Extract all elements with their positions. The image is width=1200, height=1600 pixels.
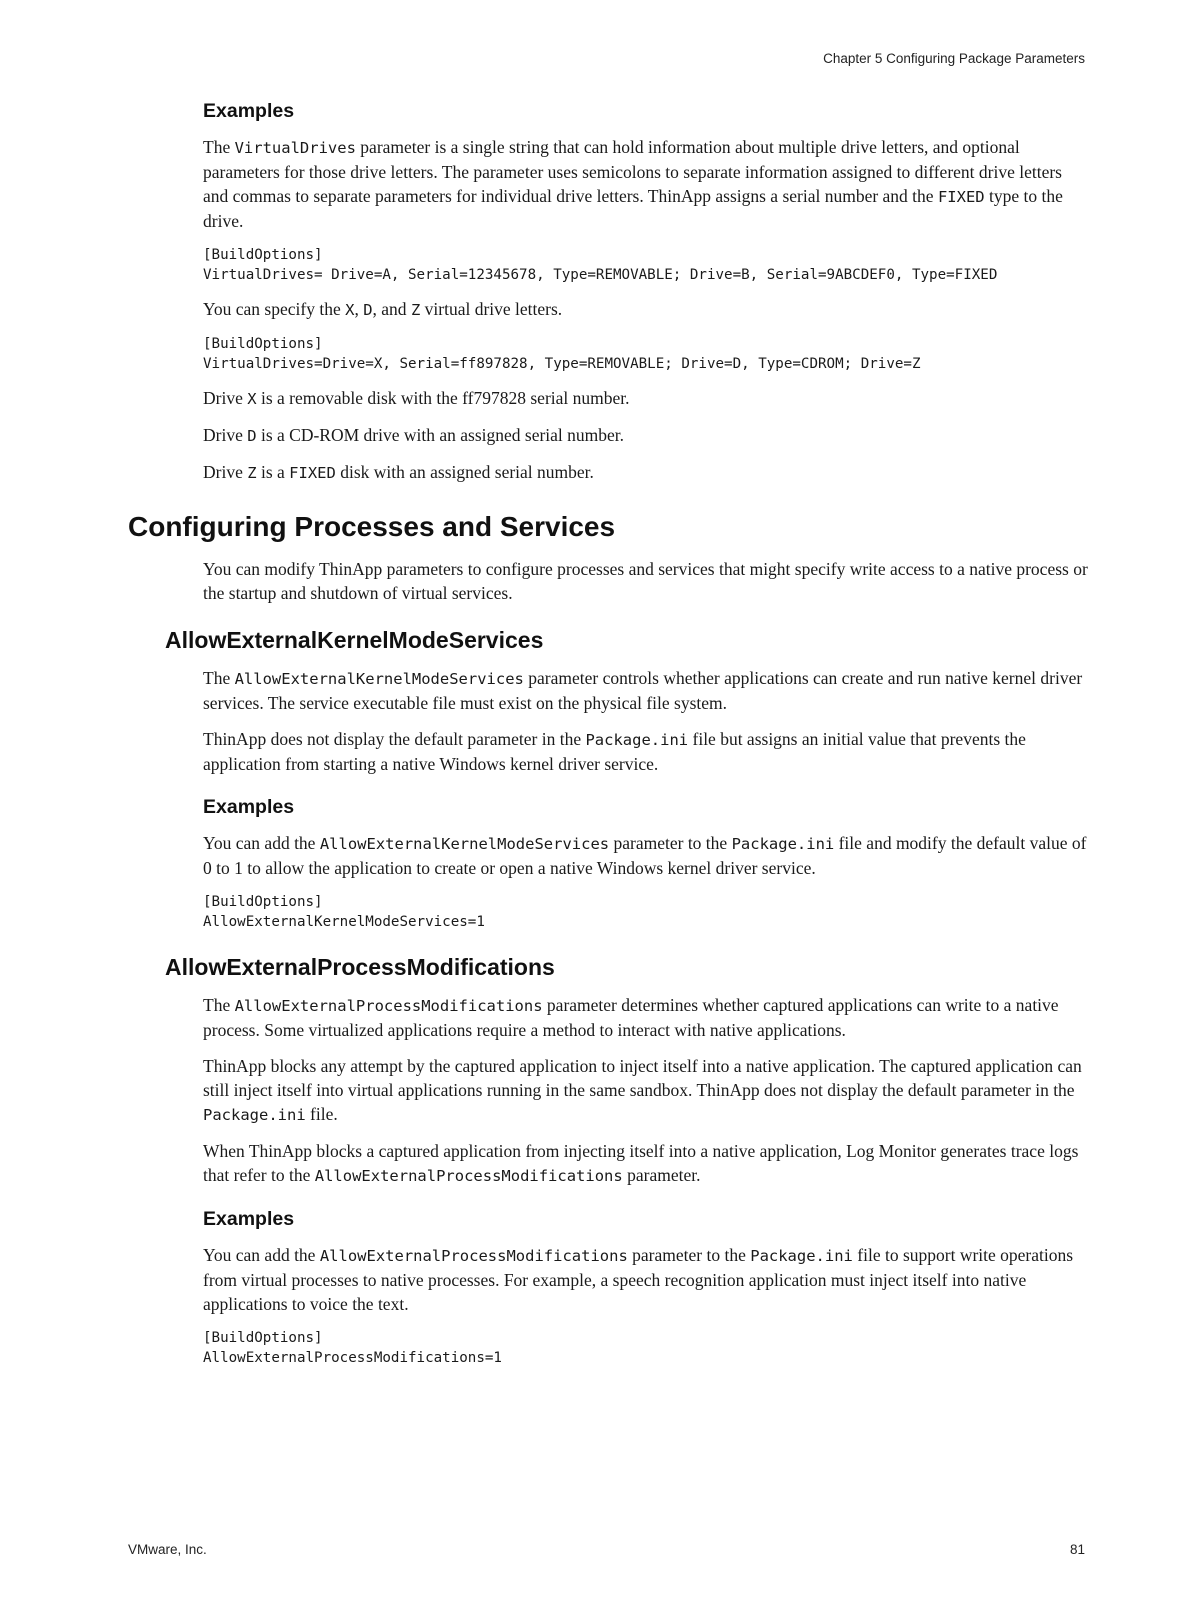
paragraph: The AllowExternalKernelModeServices parameter controls whether applications can create and run native kernel driver services. The service executable file must exist on the physical file system. bbox=[203, 668, 1083, 713]
inline-code: X bbox=[247, 390, 257, 408]
kernel-examples-heading: Examples bbox=[203, 796, 295, 818]
paragraph: Drive Z is a FIXED disk with an assigned serial number. bbox=[203, 462, 594, 482]
paragraph: ThinApp blocks any attempt by the captured application to inject itself into a native application. The captured application can still inject itself into virtual applications running in the same sandbox. ThinApp does not display the default parameter in the Package.ini file. bbox=[203, 1056, 1082, 1124]
page-content bbox=[0, 100, 1200, 1380]
paragraph: The VirtualDrives parameter is a single string that can hold information about multiple drive letters, and optional parameters for those drive letters. The parameter uses semicolons to separate information assigned to different drive letters and commas to separate parameters for individual drive letters. ThinApp assigns a serial number and the FIXED type to the drive. bbox=[203, 137, 1063, 231]
inline-code: FIXED bbox=[289, 464, 336, 482]
inline-code: Z bbox=[247, 464, 257, 482]
paragraph: ThinApp does not display the default parameter in the Package.ini file but assigns an initial value that prevents the application from starting a native Windows kernel driver service. bbox=[203, 729, 1026, 774]
paragraph: You can specify the X, D, and Z virtual drive letters. bbox=[203, 299, 563, 319]
inline-code: AllowExternalKernelModeServices bbox=[319, 835, 610, 853]
code-block: [BuildOptions] VirtualDrives=Drive=X, Serial=ff897828, Type=REMOVABLE; Drive=D, Type=CDROM; Drive=Z bbox=[203, 336, 921, 372]
inline-code: VirtualDrives bbox=[234, 139, 356, 157]
inline-code: AllowExternalProcessModifications bbox=[314, 1167, 623, 1185]
inline-code: D bbox=[247, 427, 257, 445]
inline-code: Package.ini bbox=[203, 1106, 306, 1124]
paragraph: You can add the AllowExternalKernelModeServices parameter to the Package.ini file and modify the default value of 0 to 1 to allow the application to create or open a native Windows kernel driver service. bbox=[203, 833, 1087, 878]
inline-code: AllowExternalProcessModifications bbox=[234, 997, 543, 1015]
inline-code: X bbox=[345, 301, 355, 319]
footer-page-number: 81 bbox=[1069, 1542, 1085, 1557]
inline-code: FIXED bbox=[937, 188, 985, 206]
paragraph: You can add the AllowExternalProcessModifications parameter to the Package.ini file to support write operations from virtual processes to native processes. For example, a speech recognition application must inject itself into native applications to voice the text. bbox=[203, 1245, 1074, 1314]
process-examples-body bbox=[203, 1243, 1088, 1368]
process-modifications-title: AllowExternalProcessModifications bbox=[165, 954, 555, 980]
code-block: [BuildOptions] AllowExternalKernelModeServices=1 bbox=[203, 894, 485, 930]
inline-code: AllowExternalProcessModifications bbox=[319, 1247, 628, 1265]
kernel-examples-body bbox=[203, 831, 1088, 932]
code-block: [BuildOptions] VirtualDrives= Drive=A, Serial=12345678, Type=REMOVABLE; Drive=B, Serial=9ABCDEF0, Type=FIXED bbox=[203, 247, 998, 283]
inline-code: AllowExternalKernelModeServices bbox=[234, 670, 524, 688]
code-block: [BuildOptions] AllowExternalProcessModifications=1 bbox=[203, 1330, 502, 1366]
kernel-mode-services-body bbox=[203, 666, 1088, 776]
kernel-mode-services-title: AllowExternalKernelModeServices bbox=[165, 627, 544, 653]
paragraph: The AllowExternalProcessModifications parameter determines whether captured applications can write to a native process. Some virtualized applications require a method to interact with native applications. bbox=[203, 995, 1059, 1040]
paragraph: Drive D is a CD-ROM drive with an assigned serial number. bbox=[203, 425, 625, 445]
inline-code: Z bbox=[410, 301, 421, 319]
section-intro-body bbox=[203, 557, 1088, 605]
section-title: Configuring Processes and Services bbox=[128, 511, 616, 542]
paragraph: You can modify ThinApp parameters to configure processes and services that might specify write access to a native process or the startup and shutdown of virtual services. bbox=[203, 559, 1088, 603]
process-examples-heading: Examples bbox=[203, 1208, 295, 1230]
inline-code: Package.ini bbox=[585, 731, 689, 749]
running-head: Chapter 5 Configuring Package Parameters bbox=[823, 51, 1085, 66]
paragraph: When ThinApp blocks a captured application from injecting itself into a native application, Log Monitor generates trace logs that refer to the AllowExternalProcessModifications parameter. bbox=[203, 1141, 1079, 1185]
process-modifications-body bbox=[203, 993, 1088, 1188]
paragraph: Drive X is a removable disk with the ff797828 serial number. bbox=[203, 388, 630, 408]
inline-code: Package.ini bbox=[731, 835, 835, 853]
virtualdrives-examples-body bbox=[203, 135, 1088, 485]
footer-company: VMware, Inc. bbox=[128, 1542, 207, 1557]
virtualdrives-examples-heading: Examples bbox=[203, 100, 295, 122]
inline-code: D bbox=[363, 301, 373, 319]
inline-code: Package.ini bbox=[750, 1247, 853, 1265]
